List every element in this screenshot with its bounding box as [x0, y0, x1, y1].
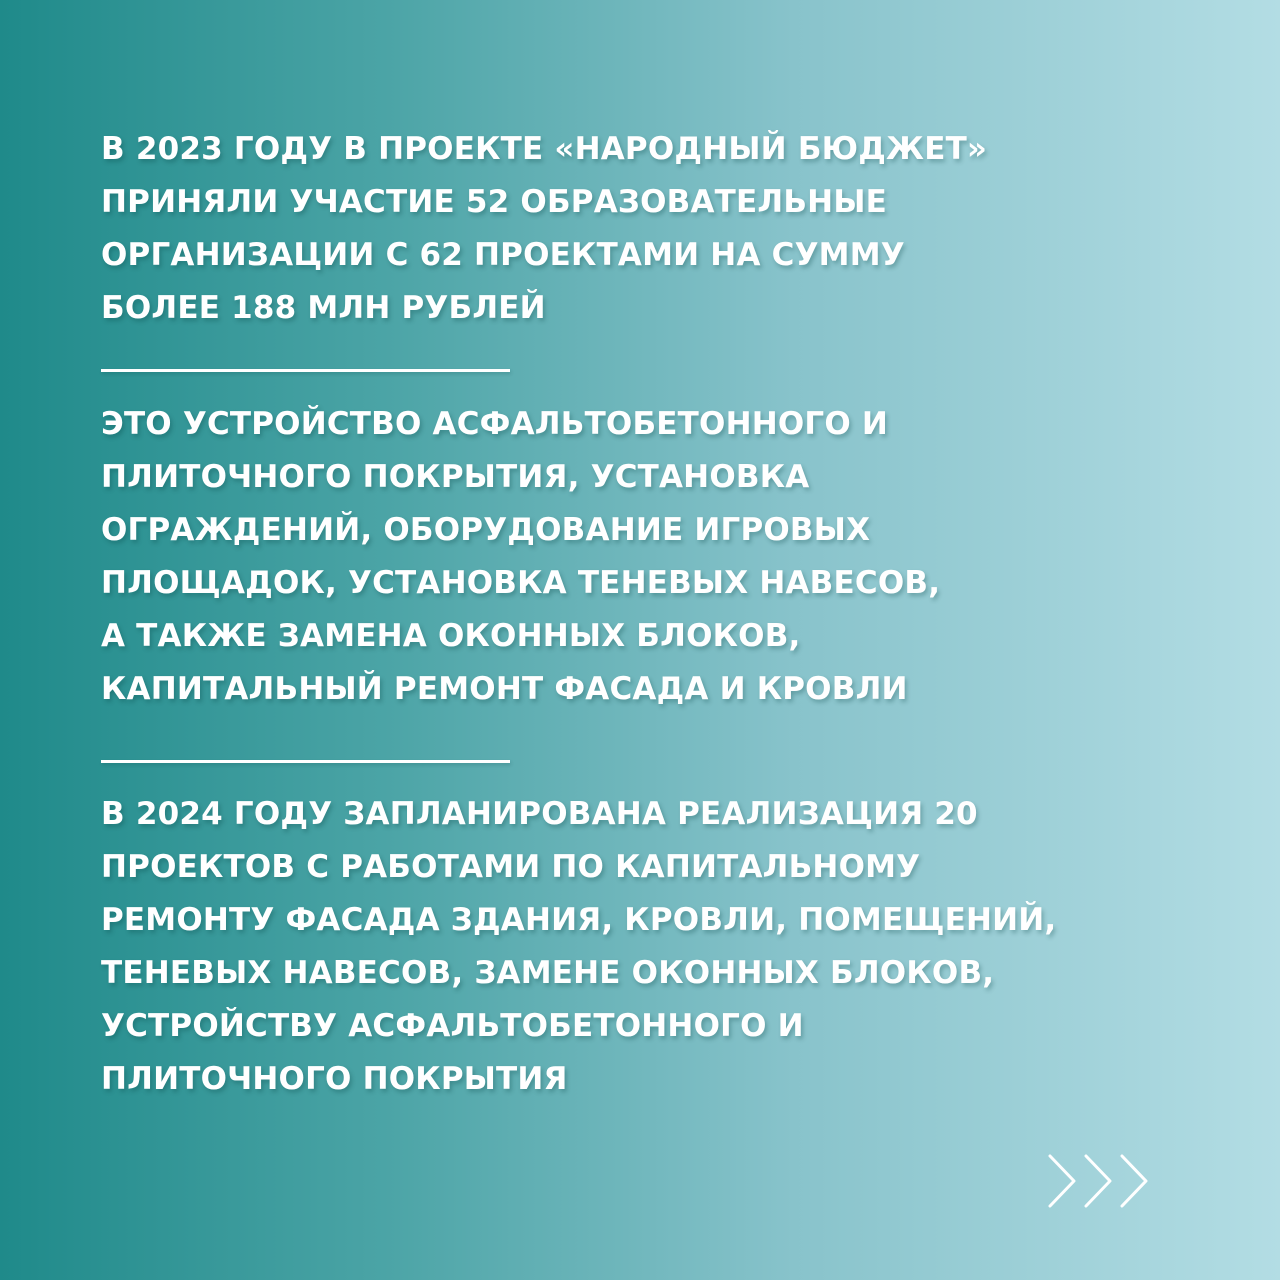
- text-line: ПЛИТОЧНОГО ПОКРЫТИЯ, УСТАНОВКА: [101, 459, 810, 495]
- divider-line: [101, 369, 510, 372]
- text-line: ОРГАНИЗАЦИИ С 62 ПРОЕКТАМИ НА СУММУ: [101, 237, 905, 273]
- text-line: ПЛОЩАДОК, УСТАНОВКА ТЕНЕВЫХ НАВЕСОВ,: [101, 565, 941, 601]
- text-line: ПРИНЯЛИ УЧАСТИЕ 52 ОБРАЗОВАТЕЛЬНЫЕ: [101, 184, 888, 220]
- text-line: ПЛИТОЧНОГО ПОКРЫТИЯ: [101, 1061, 568, 1097]
- text-line: А ТАКЖЕ ЗАМЕНА ОКОННЫХ БЛОКОВ,: [101, 618, 801, 654]
- text-line: КАПИТАЛЬНЫЙ РЕМОНТ ФАСАДА И КРОВЛИ: [101, 671, 908, 707]
- text-block-plans-2024: [101, 788, 1056, 1106]
- text-block-works-list: [101, 398, 940, 716]
- text-line: В 2023 ГОДУ В ПРОЕКТЕ «НАРОДНЫЙ БЮДЖЕТ»: [101, 131, 988, 167]
- text-block-results-2023: [101, 123, 987, 335]
- text-line: РЕМОНТУ ФАСАДА ЗДАНИЯ, КРОВЛИ, ПОМЕЩЕНИЙ,: [101, 902, 1057, 938]
- text-line: БОЛЕЕ 188 МЛН РУБЛЕЙ: [101, 290, 546, 326]
- text-line: ПРОЕКТОВ С РАБОТАМИ ПО КАПИТАЛЬНОМУ: [101, 849, 921, 885]
- text-line: В 2024 ГОДУ ЗАПЛАНИРОВАНА РЕАЛИЗАЦИЯ 20: [101, 796, 978, 832]
- text-line: ЭТО УСТРОЙСТВО АСФАЛЬТОБЕТОННОГО И: [101, 406, 889, 442]
- text-line: ТЕНЕВЫХ НАВЕСОВ, ЗАМЕНЕ ОКОННЫХ БЛОКОВ,: [101, 955, 995, 991]
- triple-chevron-right-icon[interactable]: [1044, 1150, 1154, 1212]
- divider-line: [101, 760, 510, 763]
- text-line: ОГРАЖДЕНИЙ, ОБОРУДОВАНИЕ ИГРОВЫХ: [101, 512, 871, 548]
- text-line: УСТРОЙСТВУ АСФАЛЬТОБЕТОННОГО И: [101, 1008, 804, 1044]
